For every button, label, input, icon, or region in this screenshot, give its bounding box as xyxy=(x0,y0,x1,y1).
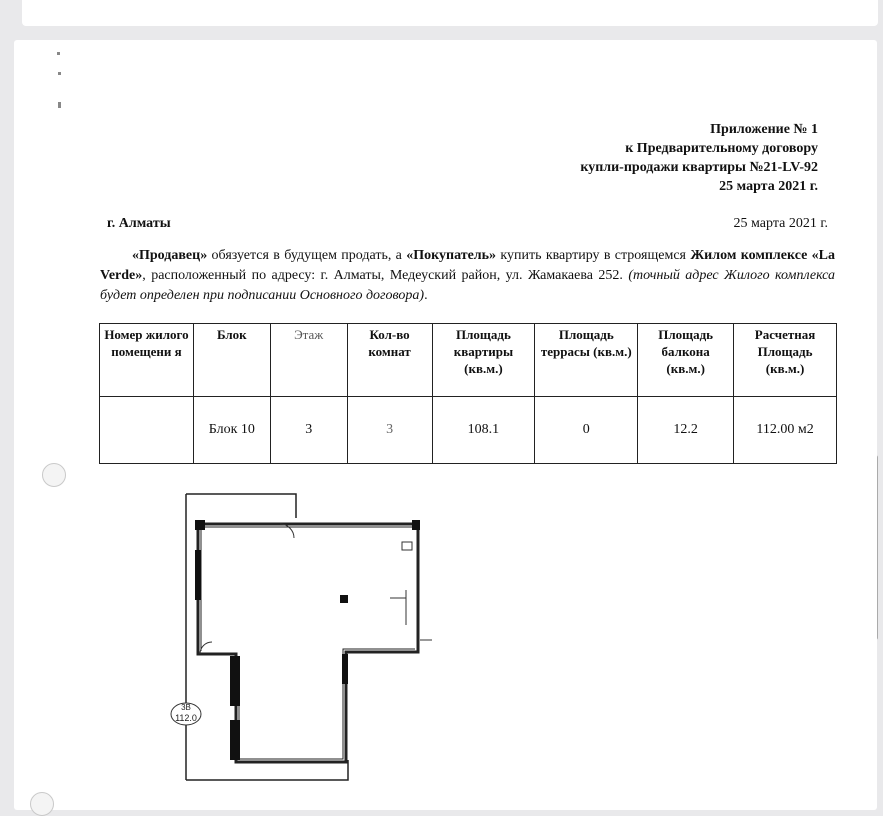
previous-page-edge xyxy=(22,0,878,26)
cell-apartment-area: 108.1 xyxy=(432,397,535,464)
document-date: 25 марта 2021 г. xyxy=(733,216,828,231)
paragraph-text: , расположенный по адресу: г. Алматы, Медеуский район, ул. Жамакаева 252. xyxy=(142,268,629,283)
punch-hole-icon xyxy=(42,463,66,487)
cell-balcony-area: 12.2 xyxy=(638,397,734,464)
table-header-row xyxy=(100,324,837,397)
stamp-room-code: 3В xyxy=(181,703,191,712)
plan-balcony-outline xyxy=(186,494,296,518)
plan-wall-solid xyxy=(412,520,420,530)
plan-door xyxy=(280,524,294,538)
plan-wall-solid xyxy=(230,656,240,706)
cell-number xyxy=(100,397,194,464)
col-header-apartment-area: Площадь квартиры (кв.м.) xyxy=(432,324,535,397)
plan-column xyxy=(340,595,348,603)
area-stamp xyxy=(171,703,201,725)
address-note: (точный адрес Жилого комплекса будет определен при подписании Основного договора) xyxy=(100,268,835,303)
stamp-area: 112.0 xyxy=(175,713,197,723)
buyer-term: «Покупатель» xyxy=(406,248,497,263)
punch-hole-icon xyxy=(30,792,54,816)
appendix-contract: к Предварительному договору xyxy=(625,141,818,156)
appendix-header xyxy=(580,120,818,196)
col-header-rooms: Кол-во комнат xyxy=(347,324,432,397)
col-header-floor: Этаж xyxy=(270,324,347,397)
binding-mark xyxy=(58,72,61,75)
seller-term: «Продавец» xyxy=(132,248,208,263)
cell-floor: 3 xyxy=(270,397,347,464)
plan-wall-solid xyxy=(230,720,240,760)
plan-wall-solid xyxy=(195,520,205,530)
col-header-block: Блок xyxy=(193,324,270,397)
paragraph-text: обязуется в будущем продать, а xyxy=(207,248,407,263)
plan-wall xyxy=(239,649,415,759)
cell-terrace-area: 0 xyxy=(535,397,638,464)
cell-total-area: 112.00 м2 xyxy=(734,397,837,464)
col-header-terrace-area: Площадь террасы (кв.м.) xyxy=(535,324,638,397)
cell-block: Блок 10 xyxy=(193,397,270,464)
table-row xyxy=(100,397,837,464)
col-header-total-area: Расчетная Площадь (кв.м.) xyxy=(734,324,837,397)
col-header-number: Номер жилого помещени я xyxy=(100,324,194,397)
apartment-table xyxy=(99,323,837,464)
paragraph-end: . xyxy=(424,288,428,303)
binding-mark xyxy=(57,52,60,55)
city: г. Алматы xyxy=(107,216,171,231)
complex-name: Жилом комплексе «La Verde» xyxy=(100,248,835,283)
cell-rooms: 3 xyxy=(347,397,432,464)
appendix-contract-number: купли-продажи квартиры №21-LV-92 xyxy=(580,160,818,175)
binding-mark xyxy=(58,102,61,108)
appendix-date: 25 марта 2021 г. xyxy=(719,179,818,194)
plan-fixture xyxy=(402,542,412,550)
appendix-title: Приложение № 1 xyxy=(710,122,818,137)
floor-plan xyxy=(170,490,440,790)
paragraph-text: купить квартиру в строящемся xyxy=(496,248,691,263)
plan-door xyxy=(200,642,212,654)
col-header-balcony-area: Площадь балкона (кв.м.) xyxy=(638,324,734,397)
plan-wall-solid xyxy=(342,654,348,684)
main-paragraph xyxy=(100,246,835,306)
plan-wall-solid xyxy=(195,550,201,600)
